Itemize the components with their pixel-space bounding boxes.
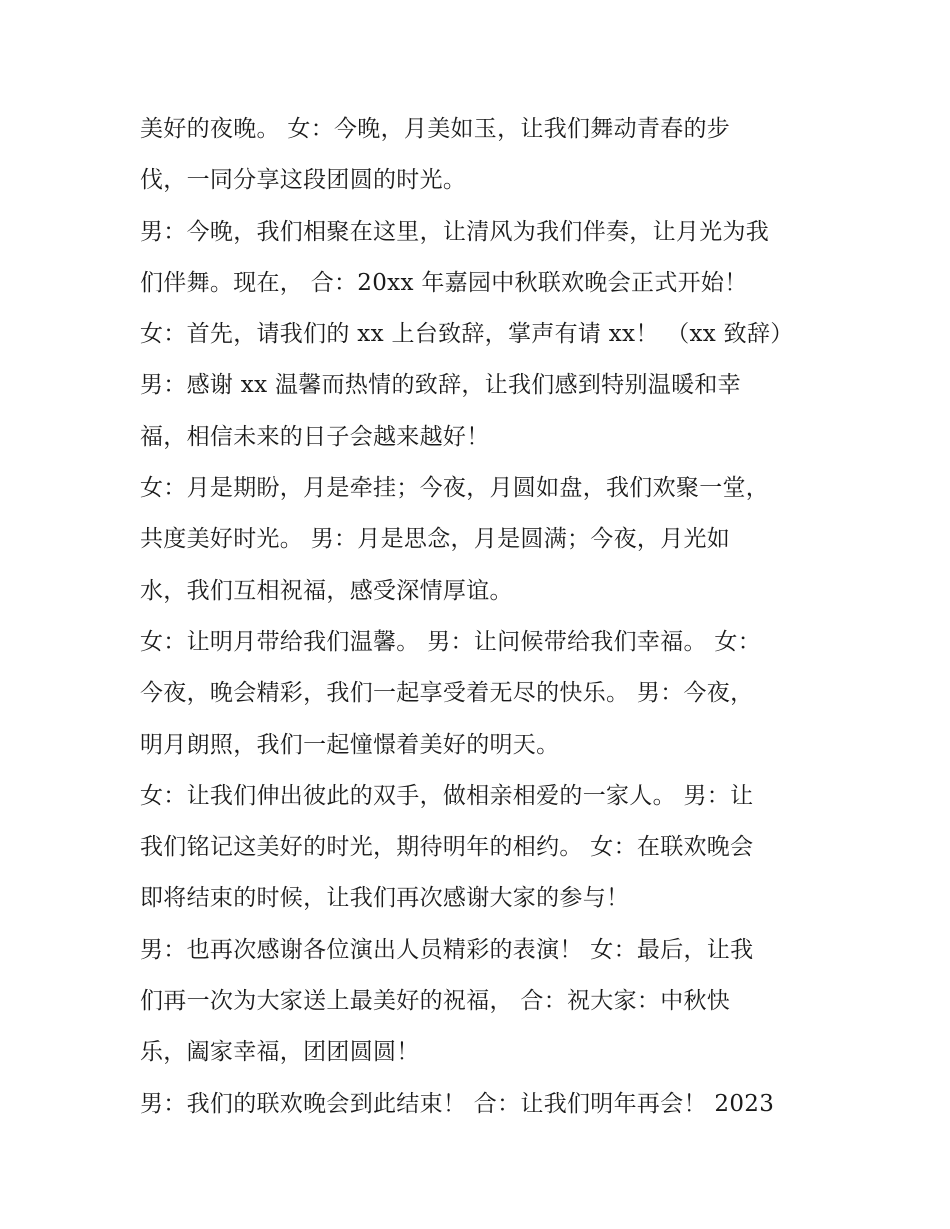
document-body [140, 104, 840, 1130]
text-line: 男：感谢 xx 温馨而热情的致辞，让我们感到特别温暖和幸 [140, 372, 741, 399]
text-line: 女：月是期盼，月是牵挂；今夜，月圆如盘，我们欢聚一堂， [140, 475, 770, 502]
text-line: 水，我们互相祝福，感受深情厚谊。 [140, 577, 513, 604]
text-line: 们伴舞。现在， 合：20xx 年嘉园中秋联欢晚会正式开始！ [140, 269, 748, 296]
text-line: 福，相信未来的日子会越来越好！ [140, 423, 490, 450]
text-line: 伐，一同分享这段团圆的时光。 [140, 167, 467, 194]
text-line: 女：让我们伸出彼此的双手，做相亲相爱的一家人。 男：让 [140, 782, 754, 809]
text-line: 男：今晚，我们相聚在这里，让清风为我们伴奏，让月光为我 [140, 218, 770, 245]
text-line: 乐，阖家幸福，团团圆圆！ [140, 1039, 420, 1066]
text-line: 女：首先，请我们的 xx 上台致辞，掌声有请 xx！ （xx 致辞） [140, 321, 794, 348]
text-line: 我们铭记这美好的时光，期待明年的相约。 女：在联欢晚会 [140, 834, 754, 861]
text-line: 女：让明月带给我们温馨。 男：让问候带给我们幸福。 女： [140, 628, 762, 655]
text-line: 共度美好时光。 男：月是思念，月是圆满；今夜，月光如 [140, 526, 731, 553]
text-line: 男：我们的联欢晚会到此结束！ 合：让我们明年再会！ 2023 [140, 1090, 775, 1117]
text-line: 们再一次为大家送上最美好的祝福， 合：祝大家：中秋快 [140, 988, 731, 1015]
text-line: 即将结束的时候，让我们再次感谢大家的参与！ [140, 885, 630, 912]
text-line: 今夜，晚会精彩，我们一起享受着无尽的快乐。 男：今夜， [140, 680, 754, 707]
text-line: 美好的夜晚。 女：今晚，月美如玉，让我们舞动青春的步 [140, 116, 731, 142]
text-line: 男：也再次感谢各位演出人员精彩的表演！ 女：最后，让我 [140, 936, 754, 963]
text-line: 明月朗照，我们一起憧憬着美好的明天。 [140, 731, 560, 758]
